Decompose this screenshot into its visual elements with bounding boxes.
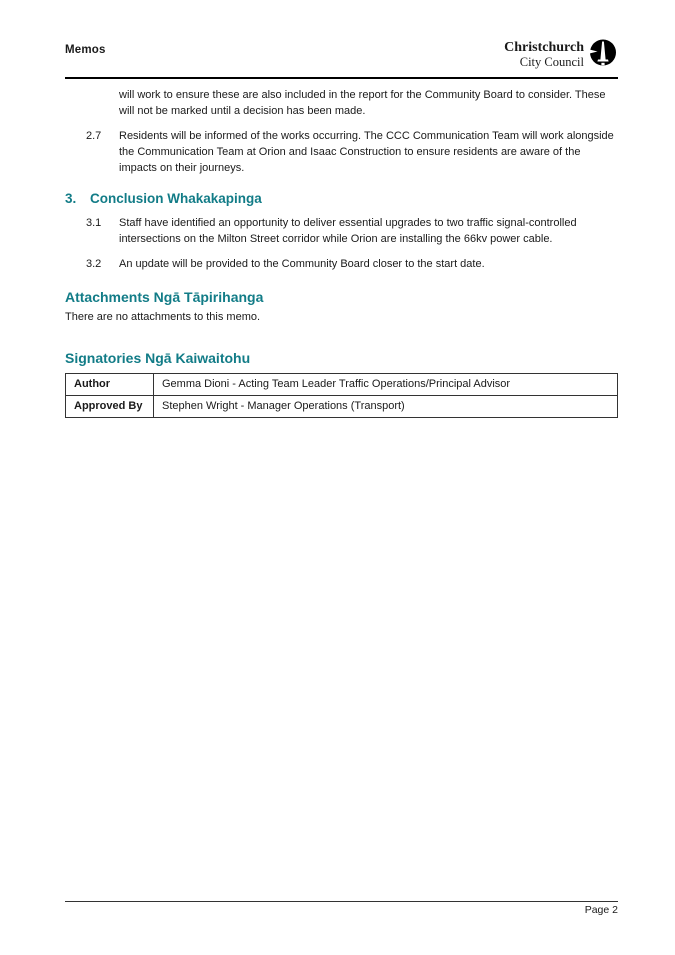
signatories-heading: Signatories Ngā Kaiwaitohu	[65, 350, 251, 366]
page-content	[0, 0, 675, 418]
section-title: Conclusion Whakakapinga	[90, 191, 262, 206]
paragraph-2-7	[65, 128, 618, 176]
document-title: Memos	[65, 44, 106, 56]
table-row-approved-by	[66, 396, 618, 418]
ccc-crest-icon	[588, 38, 618, 72]
page-number: Page 2	[584, 904, 618, 916]
section-3-heading	[65, 190, 618, 207]
ccc-logo-line2: City Council	[519, 54, 584, 69]
paragraph-number: 3.2	[86, 258, 102, 270]
paragraph-text: Residents will be informed of the works occurring. The CCC Communication Team will work alongside the Communication Team at Orion and Isaac Construction to ensure residents are aware of the impacts on their journeys.	[119, 130, 614, 174]
page-footer	[65, 901, 618, 916]
approved-by-value: Stephen Wright - Manager Operations (Transport)	[154, 396, 618, 418]
paragraph-text: Staff have identified an opportunity to deliver essential upgrades to two traffic signal-controlled intersections on the Milton Street corridor while Orion are installing the 66kv power cable.	[119, 217, 577, 245]
page-header	[65, 38, 618, 72]
ccc-logo-text	[504, 41, 584, 69]
ccc-logo-line1: Christchurch	[504, 40, 584, 56]
memo-body	[65, 87, 618, 418]
author-value: Gemma Dioni - Acting Team Leader Traffic Operations/Principal Advisor	[154, 374, 618, 396]
paragraph-number: 3.1	[86, 217, 102, 229]
header-rule	[65, 77, 618, 79]
paragraph-number: 2.7	[86, 130, 102, 142]
author-label: Author	[66, 374, 154, 396]
paragraph-3-2	[65, 256, 618, 272]
paragraph-continuation: will work to ensure these are also included in the report for the Community Board to consider. These will not be marked until a decision has been made.	[119, 89, 606, 117]
section-number: 3.	[65, 191, 77, 206]
attachments-text: There are no attachments to this memo.	[65, 311, 261, 323]
paragraph-3-1	[65, 215, 618, 247]
paragraph-text: An update will be provided to the Community Board closer to the start date.	[119, 258, 485, 270]
table-row-author	[66, 374, 618, 396]
approved-by-label: Approved By	[66, 396, 154, 418]
signatories-table	[65, 373, 618, 418]
attachments-heading: Attachments Ngā Tāpirihanga	[65, 289, 264, 305]
ccc-logo	[504, 38, 618, 72]
